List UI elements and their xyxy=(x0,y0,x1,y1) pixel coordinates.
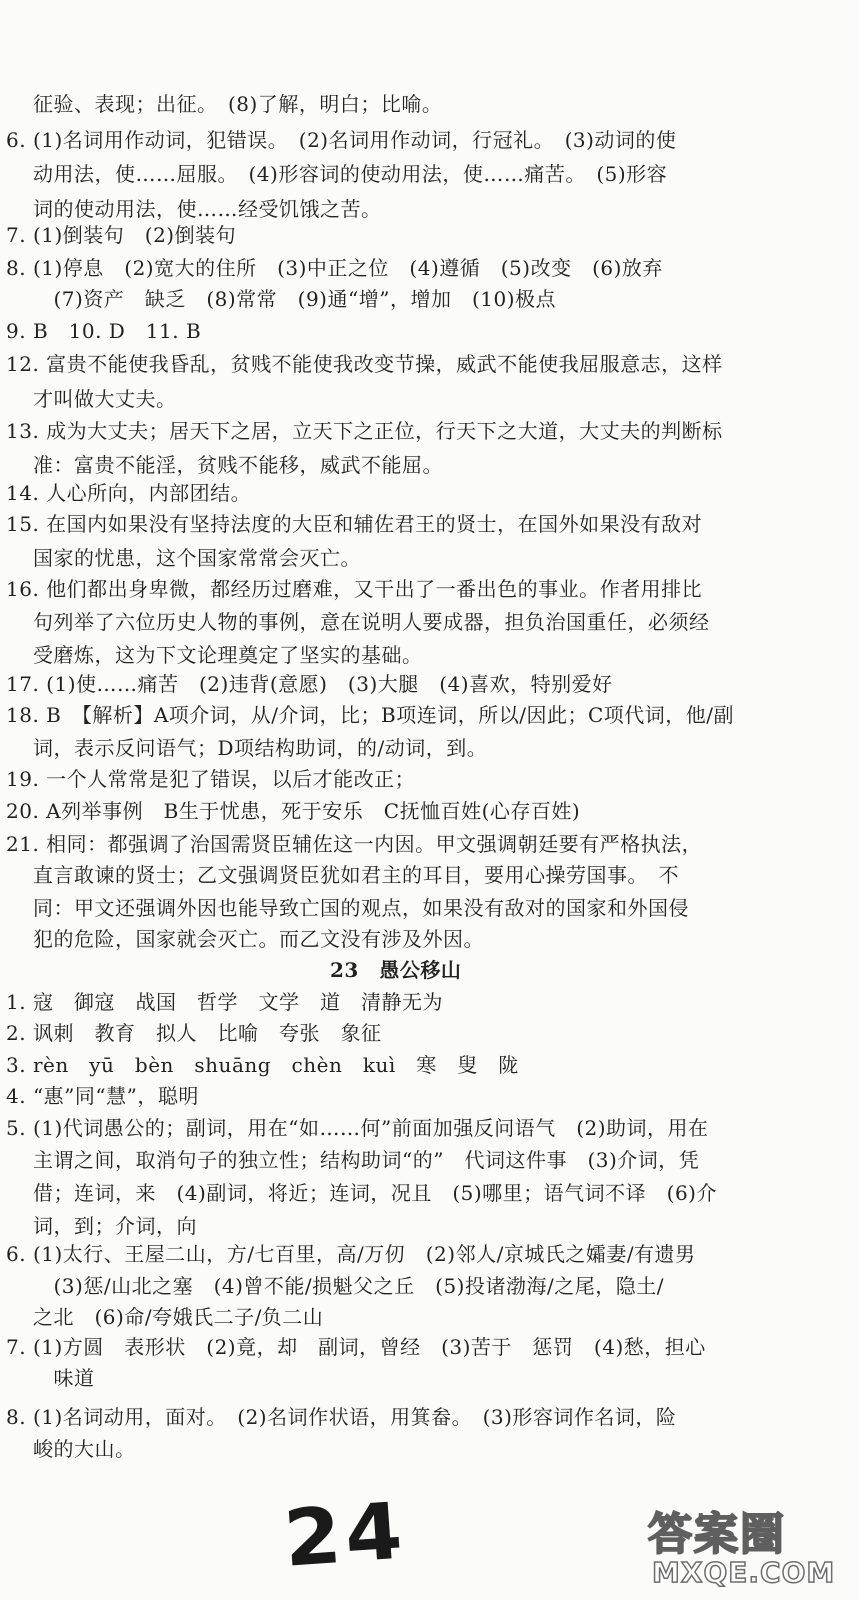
text-line: 13. 成为大丈夫；居天下之居，立天下之正位，行天下之大道，大丈夫的判断标 xyxy=(6,419,723,443)
text-line: 借；连词，来 (4)副词，将近；连词，况且 (5)哪里；语气词不译 (6)介 xyxy=(33,1181,717,1205)
text-line: 国家的忧患，这个国家常常会灭亡。 xyxy=(33,546,361,570)
text-line: 征验、表现；出征。 (8)了解，明白；比喻。 xyxy=(33,92,443,116)
text-line: 17. (1)使……痛苦 (2)违背(意愿) (3)大腿 (4)喜欢，特别爱好 xyxy=(6,672,613,696)
text-line: 3. rèn yū bèn shuāng chèn kuì 寒 叟 陇 xyxy=(6,1053,519,1077)
text-line: 词的使动用法，使……经受饥饿之苦。 xyxy=(33,197,382,221)
text-line: 犯的危险，国家就会灭亡。而乙文没有涉及外因。 xyxy=(33,927,484,951)
watermark xyxy=(648,1498,853,1596)
text-line: 峻的大山。 xyxy=(33,1437,136,1461)
text-line: 15. 在国内如果没有坚持法度的大臣和辅佐君王的贤士，在国外如果没有敌对 xyxy=(6,512,703,536)
text-line: 受磨炼，这为下文论理奠定了坚实的基础。 xyxy=(33,643,423,667)
text-line: (7)资产 缺乏 (8)常常 (9)通“增”，增加 (10)极点 xyxy=(33,287,556,311)
text-line: 词，到；介词，向 xyxy=(33,1214,197,1238)
text-line: 21. 相同：都强调了治国需贤臣辅佐这一内因。甲文强调朝廷要有严格执法， xyxy=(6,832,703,856)
text-line: 5. (1)代词愚公的；副词，用在“如……何”前面加强反问语气 (2)助词，用在 xyxy=(6,1116,709,1140)
text-line: 18. B 【解析】A项介词，从/介词，比；B项连词，所以/因此；C项代词，他/副 xyxy=(6,703,735,727)
text-line: 14. 人心所向，内部团结。 xyxy=(6,481,252,505)
text-line: 9. B 10. D 11. B xyxy=(6,319,202,343)
text-line: 词，表示反问语气；D项结构助词，的/动词，到。 xyxy=(33,736,488,760)
handwritten-page-number: 24 xyxy=(281,1486,410,1585)
text-line: 之北 (6)命/夸娥氏二子/负二山 xyxy=(33,1305,324,1329)
text-line: 4. “惠”同“慧”，聪明 xyxy=(6,1084,199,1108)
text-line: 12. 富贵不能使我昏乱，贫贱不能使我改变节操，威武不能使我屈服意志，这样 xyxy=(6,352,723,376)
text-line: 7. (1)方圆 表形状 (2)竟，却 副词，曾经 (3)苦于 惩罚 (4)愁，担心 xyxy=(6,1335,706,1359)
text-line: 同：甲文还强调外因也能导致亡国的观点，如果没有敌对的国家和外国侵 xyxy=(33,896,689,920)
text-line: 才叫做大丈夫。 xyxy=(33,387,177,411)
watermark-logo: 答案圈 xyxy=(648,1509,786,1560)
text-line: (3)惩/山北之塞 (4)曾不能/损魁父之丘 (5)投诸渤海/之尾，隐土/ xyxy=(33,1274,664,1298)
text-line: 句列举了六位历史人物的事例，意在说明人要成器，担负治国重任，必须经 xyxy=(33,610,710,634)
text-line: 直言敢谏的贤士；乙文强调贤臣犹如君主的耳目，要用心操劳国事。 不 xyxy=(33,863,679,887)
text-line: 味道 xyxy=(33,1366,95,1390)
text-line: 16. 他们都出身卑微，都经历过磨难，又干出了一番出色的事业。作者用排比 xyxy=(6,577,703,601)
text-line: 主谓之间，取消句子的独立性；结构助词“的” 代词这件事 (3)介词，凭 xyxy=(33,1148,700,1172)
text-line: 8. (1)名词动用，面对。 (2)名词作状语，用箕畚。 (3)形容词作名词，险 xyxy=(6,1405,677,1429)
text-line: 1. 寇 御寇 战国 哲学 文学 道 清静无为 xyxy=(6,990,443,1014)
text-line: 7. (1)倒装句 (2)倒装句 xyxy=(6,223,237,247)
section-title: 23 愚公移山 xyxy=(330,958,462,982)
text-line: 动用法，使……屈服。 (4)形容词的使动用法，使……痛苦。 (5)形容 xyxy=(33,162,668,186)
text-line: 20. A列举事例 B生于忧患，死于安乐 C抚恤百姓(心存百姓) xyxy=(6,799,581,823)
text-line: 19. 一个人常常是犯了错误，以后才能改正； xyxy=(6,767,416,791)
text-line: 2. 讽刺 教育 拟人 比喻 夸张 象征 xyxy=(6,1021,382,1045)
text-line: 准：富贵不能淫，贫贱不能移，威武不能屈。 xyxy=(33,453,443,477)
watermark-url: MXQE.COM xyxy=(652,1556,836,1589)
text-line: 6. (1)名词用作动词，犯错误。 (2)名词用作动词，行冠礼。 (3)动词的使 xyxy=(6,128,677,152)
text-line: 6. (1)太行、王屋二山，方/七百里，高/万仞 (2)邻人/京城氏之孀妻/有遗男 xyxy=(6,1242,696,1266)
text-line: 8. (1)停息 (2)宽大的住所 (3)中正之位 (4)遵循 (5)改变 (6)放弃 xyxy=(6,256,663,280)
